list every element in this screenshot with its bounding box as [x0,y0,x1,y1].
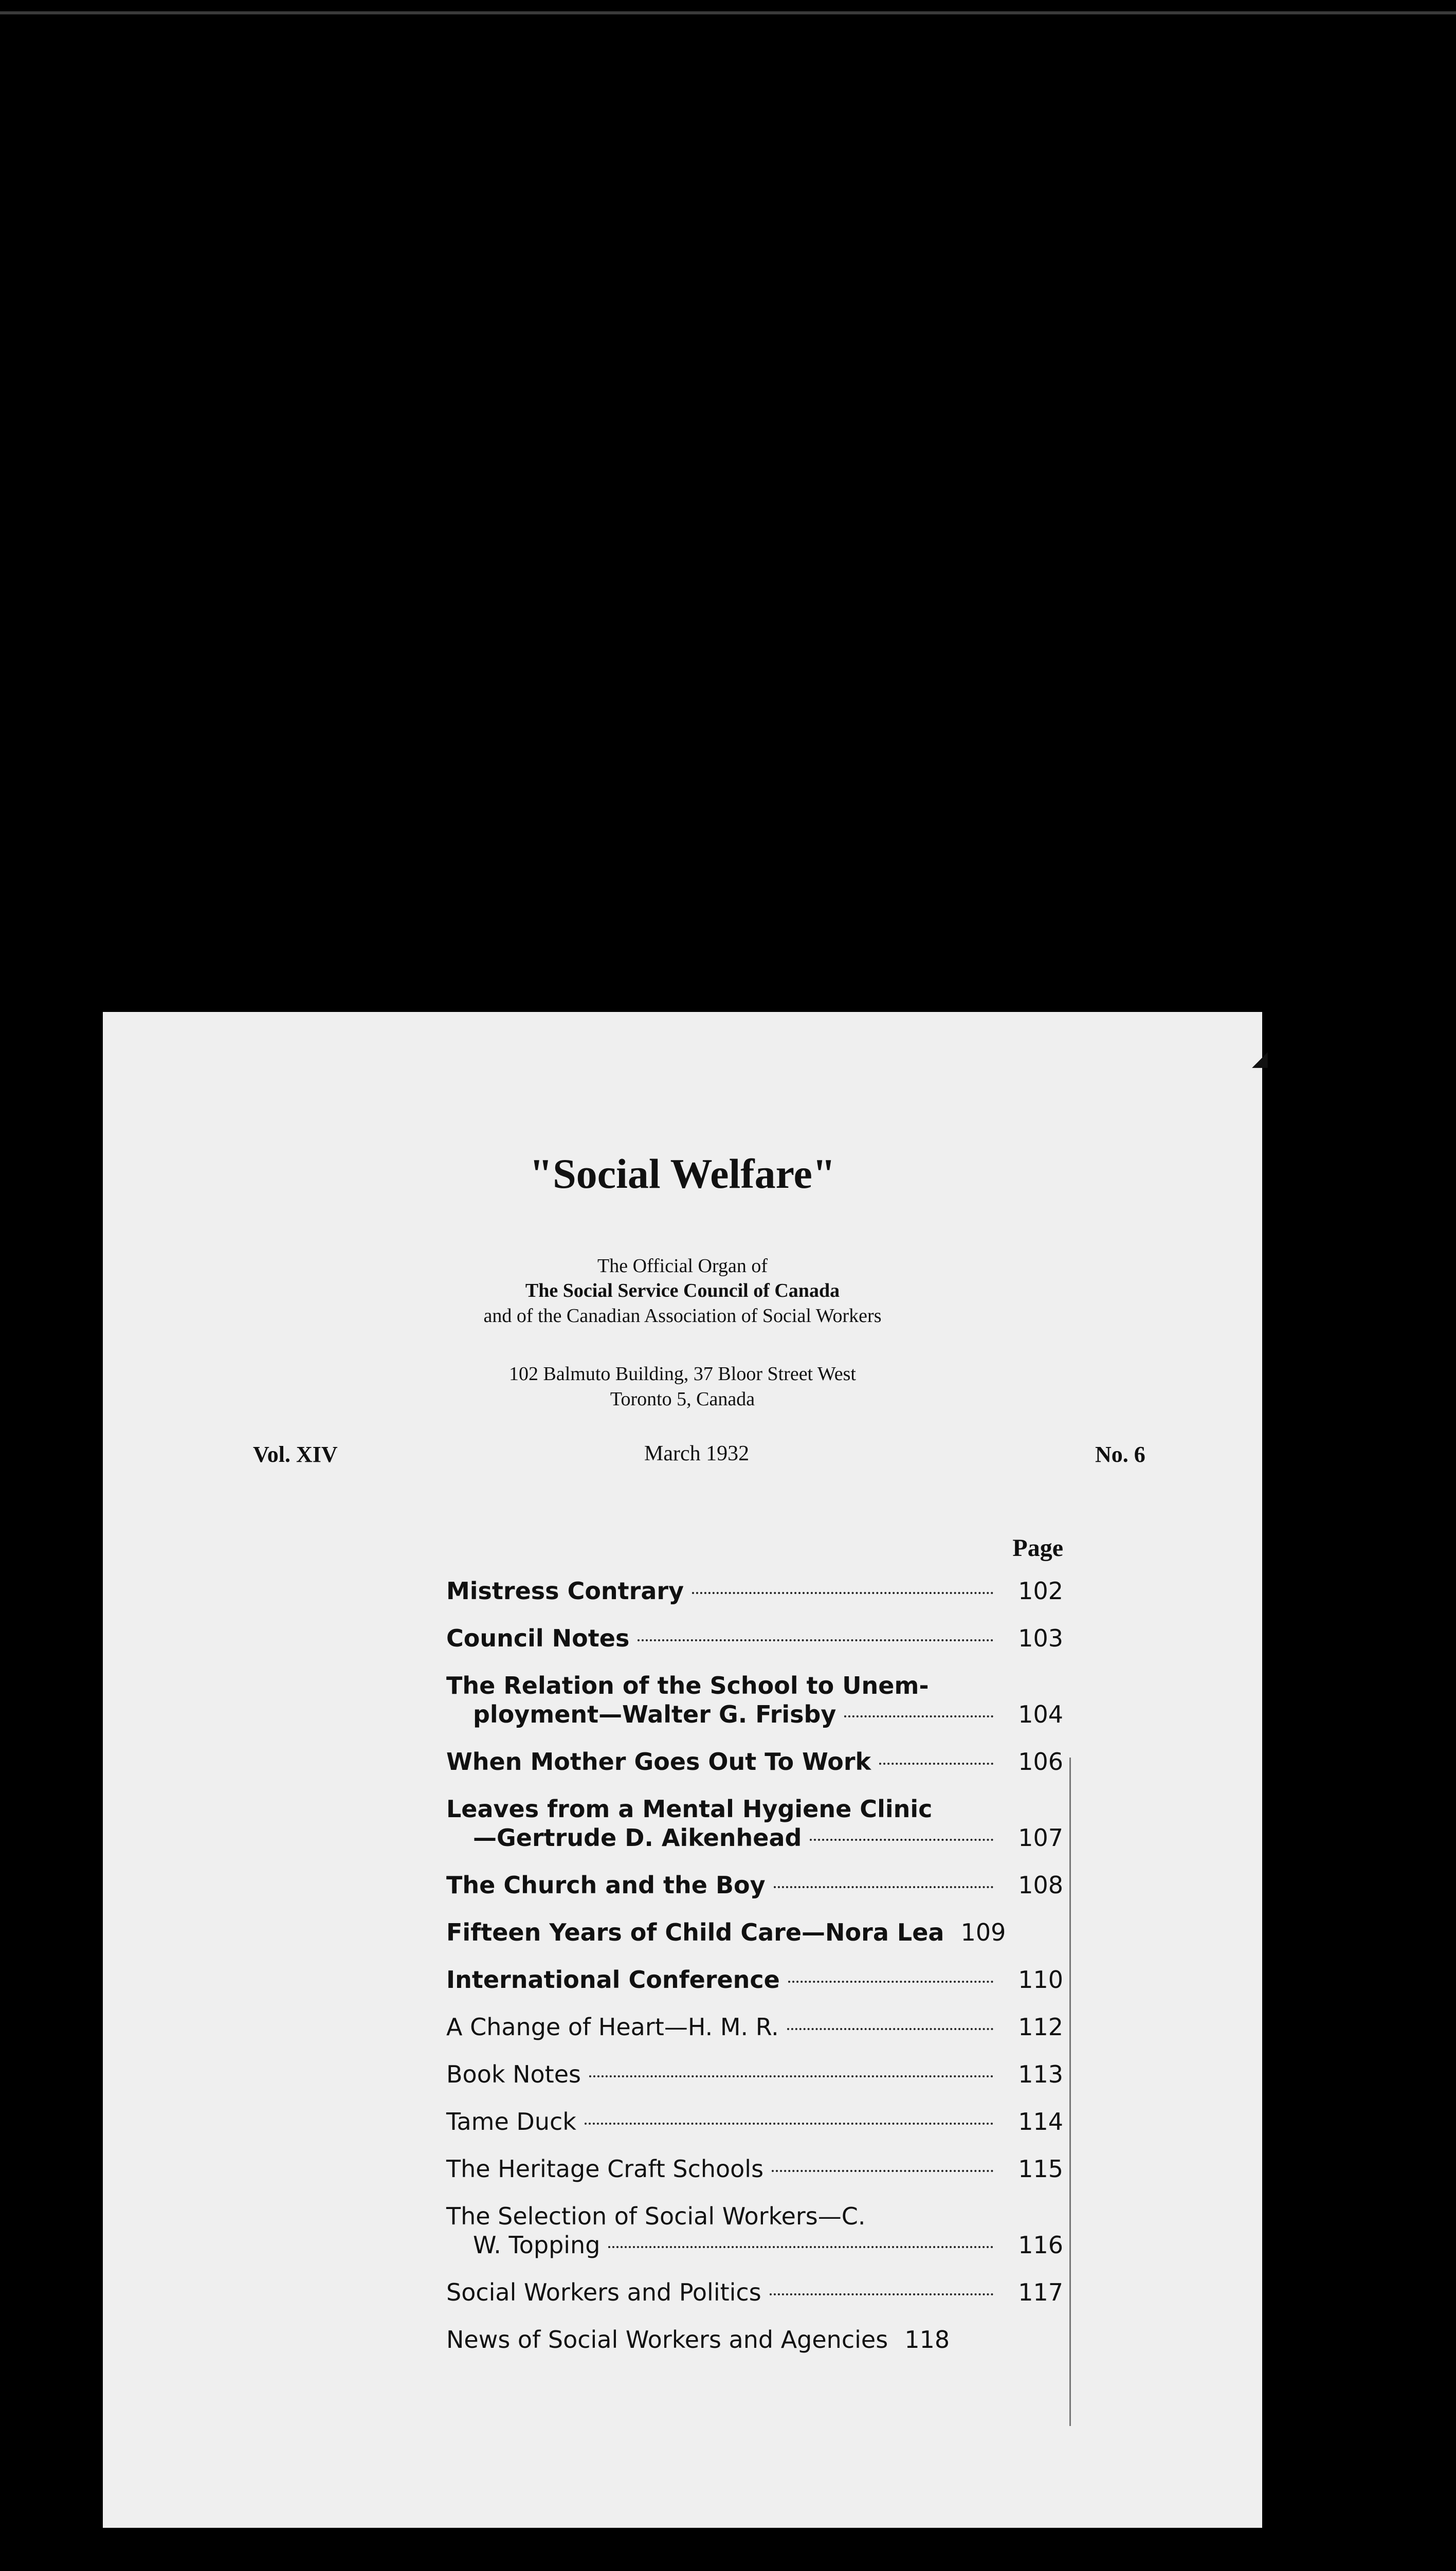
toc-entry-title: Leaves from a Mental Hygiene Clinic [446,1795,933,1823]
toc-entry-page: 117 [1018,2278,1063,2306]
toc-entry [446,1918,1063,1947]
document-page [103,1012,1268,2528]
toc-entry [446,2278,1063,2307]
organ-line: and of the Canadian Association of Social Workers [483,1305,882,1327]
toc-entry-page: 102 [1018,1577,1063,1605]
toc-entry-page: 118 [904,2326,950,2353]
leader-dots [772,2170,993,2172]
toc-entry-page: 108 [1018,1871,1063,1899]
table-of-contents [446,1534,1063,2373]
toc-entry [446,1965,1063,1994]
toc-entry [446,2202,1063,2259]
address-line: 102 Balmuto Building, 37 Bloor Street West [509,1363,856,1385]
leader-dots [608,2246,993,2248]
leader-dots [879,1763,993,1765]
toc-entry-title-continued: W. Topping [473,2231,600,2259]
toc-page-header: Page [1012,1534,1063,1562]
toc-entry [446,2060,1063,2089]
toc-entry-title: Mistress Contrary [446,1577,684,1605]
toc-entry-page: 116 [1018,2231,1063,2259]
toc-entry [446,1795,1063,1852]
toc-entry-page: 110 [1018,1966,1063,1994]
leader-dots [589,2075,993,2077]
publication-title: "Social Welfare" [529,1150,836,1197]
toc-entry-title: News of Social Workers and Agencies [446,2326,888,2353]
toc-entry-page: 109 [960,1918,1006,1946]
toc-entry-page: 107 [1018,1824,1063,1852]
toc-entry [446,1747,1063,1776]
toc-entry-page: 115 [1018,2155,1063,2183]
toc-entry-title: The Relation of the School to Unem- [446,1672,929,1699]
address-block [103,1362,1262,1411]
toc-entry-title: Social Workers and Politics [446,2278,761,2306]
toc-entry-page: 114 [1018,2108,1063,2135]
leader-dots [585,2123,993,2125]
leader-dots [810,1839,993,1841]
address-line: Toronto 5, Canada [610,1388,755,1410]
organ-line: The Social Service Council of Canada [525,1280,840,1302]
leader-dots [638,1639,993,1641]
leader-dots [787,2028,993,2030]
toc-entry-page: 104 [1018,1700,1063,1728]
issue-number: No. 6 [1095,1442,1145,1467]
toc-entry [446,1577,1063,1605]
toc-entry-page: 113 [1018,2060,1063,2088]
toc-entry-page: 106 [1018,1748,1063,1776]
toc-entry-title: International Conference [446,1966,780,1994]
organ-line: The Official Organ of [597,1255,768,1277]
toc-entry-title: The Selection of Social Workers—C. [446,2202,866,2230]
toc-entry-title: Fifteen Years of Child Care—Nora Lea [446,1918,944,1946]
margin-rule [1069,1758,1071,2426]
leader-dots [788,1981,993,1983]
volume-label: Vol. XIV [253,1442,338,1467]
toc-entry-title: Tame Duck [446,2108,576,2135]
toc-entry [446,2325,1063,2354]
corner-mark: ◢ [1252,1047,1268,1071]
leader-dots [774,1886,993,1888]
leader-dots [844,1715,993,1717]
toc-entry [446,2013,1063,2041]
toc-entry-title-continued: —Gertrude D. Aikenhead [473,1824,802,1852]
toc-entry-page: 112 [1018,2013,1063,2041]
issue-date: March 1932 [644,1442,750,1465]
toc-entry [446,1671,1063,1729]
toc-entry-title: When Mother Goes Out To Work [446,1748,871,1776]
toc-entry [446,1624,1063,1653]
film-top-rule [0,11,1456,14]
toc-entry-title: Council Notes [446,1624,630,1652]
leader-dots [770,2293,993,2295]
toc-entry-title: A Change of Heart—H. M. R. [446,2013,779,2041]
toc-entry [446,2154,1063,2183]
organ-statement [103,1254,1262,1328]
toc-entry [446,2107,1063,2136]
toc-entry-title: The Heritage Craft Schools [446,2155,764,2183]
toc-entry [446,1871,1063,1899]
toc-entry-title: The Church and the Boy [446,1871,766,1899]
toc-entry-page: 103 [1018,1624,1063,1652]
toc-entry-title-continued: ployment—Walter G. Frisby [473,1700,836,1728]
toc-entry-title: Book Notes [446,2060,581,2088]
leader-dots [692,1592,993,1594]
